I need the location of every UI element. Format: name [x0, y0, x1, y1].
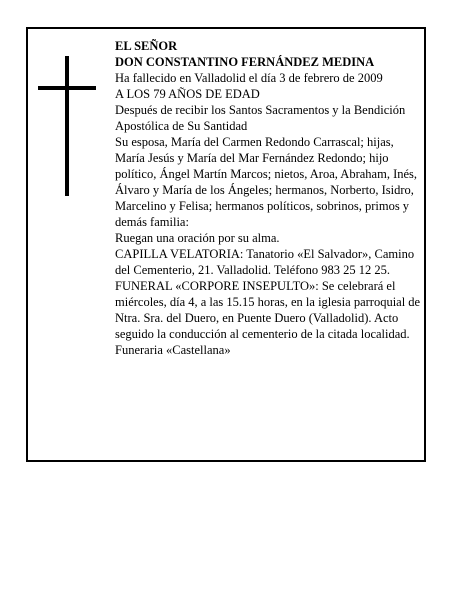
prayer-line: Ruegan una oración por su alma. [115, 231, 280, 245]
deceased-name: DON CONSTANTINO FERNÁNDEZ MEDINA [115, 55, 375, 69]
obituary-title: EL SEÑOR [115, 39, 178, 53]
sacraments-paragraph: Después de recibir los Santos Sacramentos y la Bendición Apostólica de Su Santidad [115, 103, 406, 133]
obituary-text [115, 38, 425, 358]
funeral-paragraph: FUNERAL «CORPORE INSEPULTO»: Se celebrará el miércoles, día 4, a las 15.15 horas, en la iglesia parroquial de Ntra. Sra. del Duero, en Puente Duero (Valladolid). Acto seguido la conducción al cementerio de la citada localidad. [115, 279, 421, 341]
chapel-paragraph: CAPILLA VELATORIA: Tanatorio «El Salvador», Camino del Cementerio, 21. Valladolid. Teléfono 983 25 12 25. [115, 247, 415, 277]
age-line: A LOS 79 AÑOS DE EDAD [115, 87, 260, 101]
family-paragraph: Su esposa, María del Carmen Redondo Carrascal; hijas, María Jesús y María del Mar Fernández Redondo; hijo político, Ángel Martín Marcos; nietos, Aroa, Abraham, Inés, Álvaro y María de los Ángeles; hermanos, Norberto, Isidro, Marcelino y Felisa; hermanos políticos, sobrinos, primos y demás familia: [115, 135, 418, 229]
death-notice: Ha fallecido en Valladolid el día 3 de febrero de 2009 [115, 71, 383, 85]
cross-icon-crossbar [38, 86, 96, 90]
cross-icon [65, 56, 69, 196]
funeral-home-line: Funeraria «Castellana» [115, 343, 231, 357]
